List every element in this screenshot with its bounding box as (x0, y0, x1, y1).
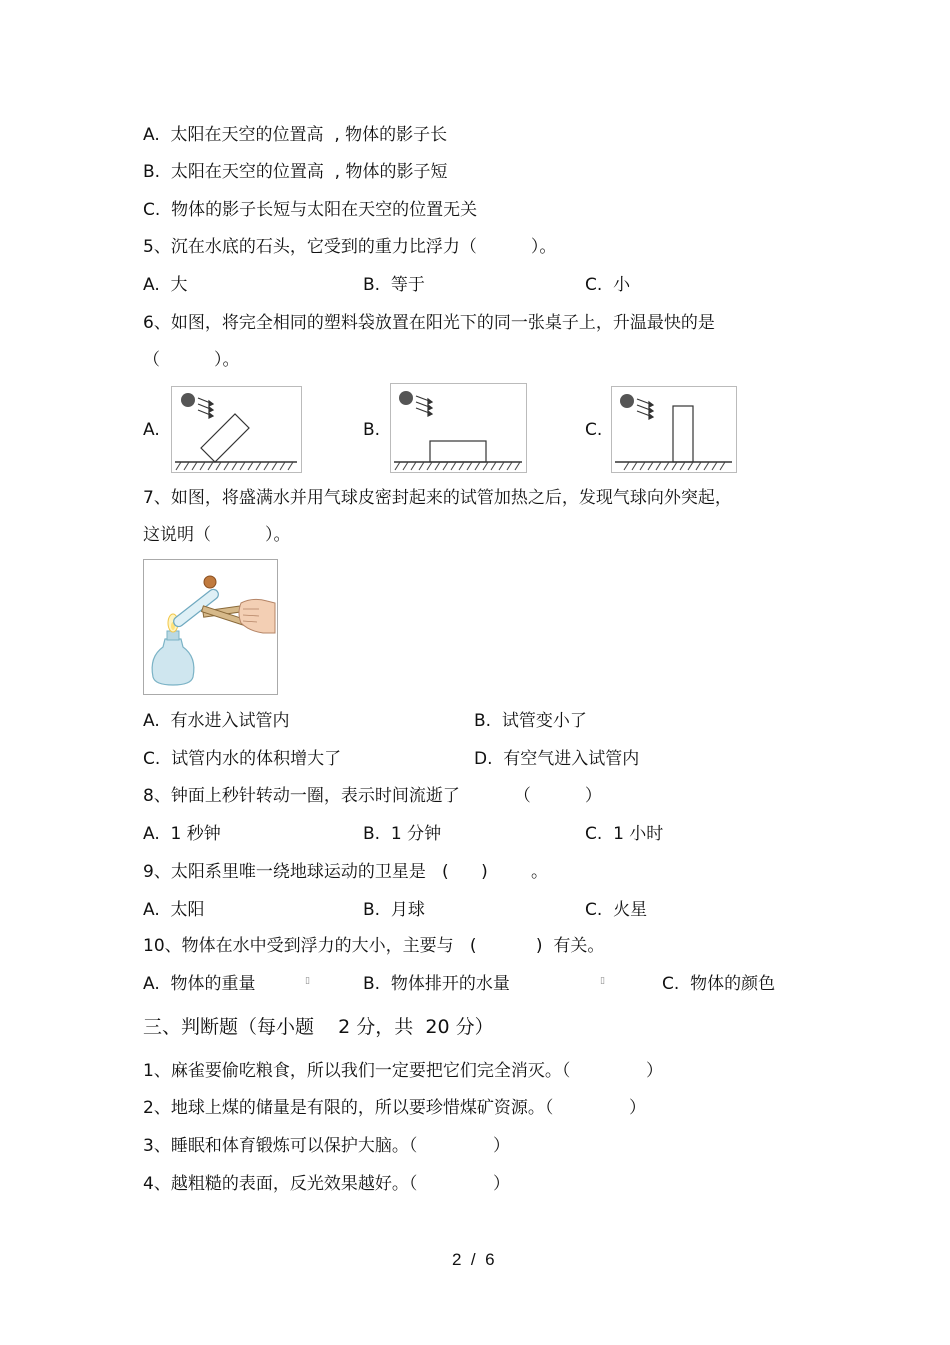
q10-option-b: B. 物体排开的水量 (363, 974, 510, 994)
judgment-item: 2、地球上煤的储量是有限的，所以要珍惜煤矿资源。（ ） (143, 1098, 646, 1118)
q8-option-a: A. 1 秒钟 (143, 824, 221, 844)
judgment-item: 1、麻雀要偷吃粮食，所以我们一定要把它们完全消灭。（ ） (143, 1061, 663, 1081)
q7-text-line2: 这说明（ ）。 (143, 525, 291, 545)
q10-option-a: A. 物体的重量 (143, 974, 256, 994)
q6-text-line1: 6、如图，将完全相同的塑料袋放置在阳光下的同一张桌子上，升温最快的是 (143, 313, 715, 333)
judgment-item: 4、越粗糙的表面，反光效果越好。（ ） (143, 1174, 510, 1194)
q9-option-a: A. 太阳 (143, 900, 205, 920)
q10-option-c: C. 物体的颜色 (662, 974, 776, 994)
q8-text: 8、钟面上秒针转动一圈，表示时间流逝了 （ ） (143, 786, 602, 806)
q6-figure-a (171, 386, 303, 474)
q5-option-c: C. 小 (585, 275, 631, 295)
q7-text-line1: 7、如图，将盛满水并用气球皮密封起来的试管加热之后，发现气球向外突起， (143, 488, 732, 508)
q9-option-c: C. 火星 (585, 900, 648, 920)
q7-option-b: B. 试管变小了 (474, 711, 587, 731)
q6-text-line2: （ ）。 (143, 350, 240, 370)
q6-option-a-label: A. (143, 420, 160, 440)
judgment-item: 3、睡眠和体育锻炼可以保护大脑。（ ） (143, 1136, 510, 1156)
stray-mark: ▯ (600, 976, 605, 986)
q9-text: 9、太阳系里唯一绕地球运动的卫星是 ( ) 。 (143, 862, 548, 882)
page-number: 2 / 6 (452, 1250, 495, 1269)
q4-option-c: C. 物体的影子长短与太阳在天空的位置无关 (143, 200, 478, 220)
q5-option-a: A. 大 (143, 275, 188, 295)
q4-option-b: B. 太阳在天空的位置高 , 物体的影子短 (143, 162, 448, 182)
q8-option-c: C. 1 小时 (585, 824, 664, 844)
q5-option-b: B. 等于 (363, 275, 425, 295)
q9-option-b: B. 月球 (363, 900, 425, 920)
stray-mark: ▯ (305, 976, 310, 986)
q7-heating-test-tube-figure (143, 559, 279, 696)
q10-text: 10、物体在水中受到浮力的大小，主要与 ( ) 有关。 (143, 936, 605, 956)
q7-option-a: A. 有水进入试管内 (143, 711, 290, 731)
q6-figure-c (611, 386, 738, 474)
q6-option-b-label: B. (363, 420, 381, 440)
q6-figure-b (390, 383, 528, 474)
q7-option-d: D. 有空气进入试管内 (474, 749, 640, 769)
q5-text: 5、沉在水底的石头，它受到的重力比浮力（ ）。 (143, 237, 557, 257)
q8-option-b: B. 1 分钟 (363, 824, 442, 844)
q7-option-c: C. 试管内水的体积增大了 (143, 749, 342, 769)
section-heading: 三、判断题（每小题 2 分，共 20 分） (143, 1016, 494, 1038)
q6-option-c-label: C. (585, 420, 603, 440)
q4-option-a: A. 太阳在天空的位置高 , 物体的影子长 (143, 125, 448, 145)
